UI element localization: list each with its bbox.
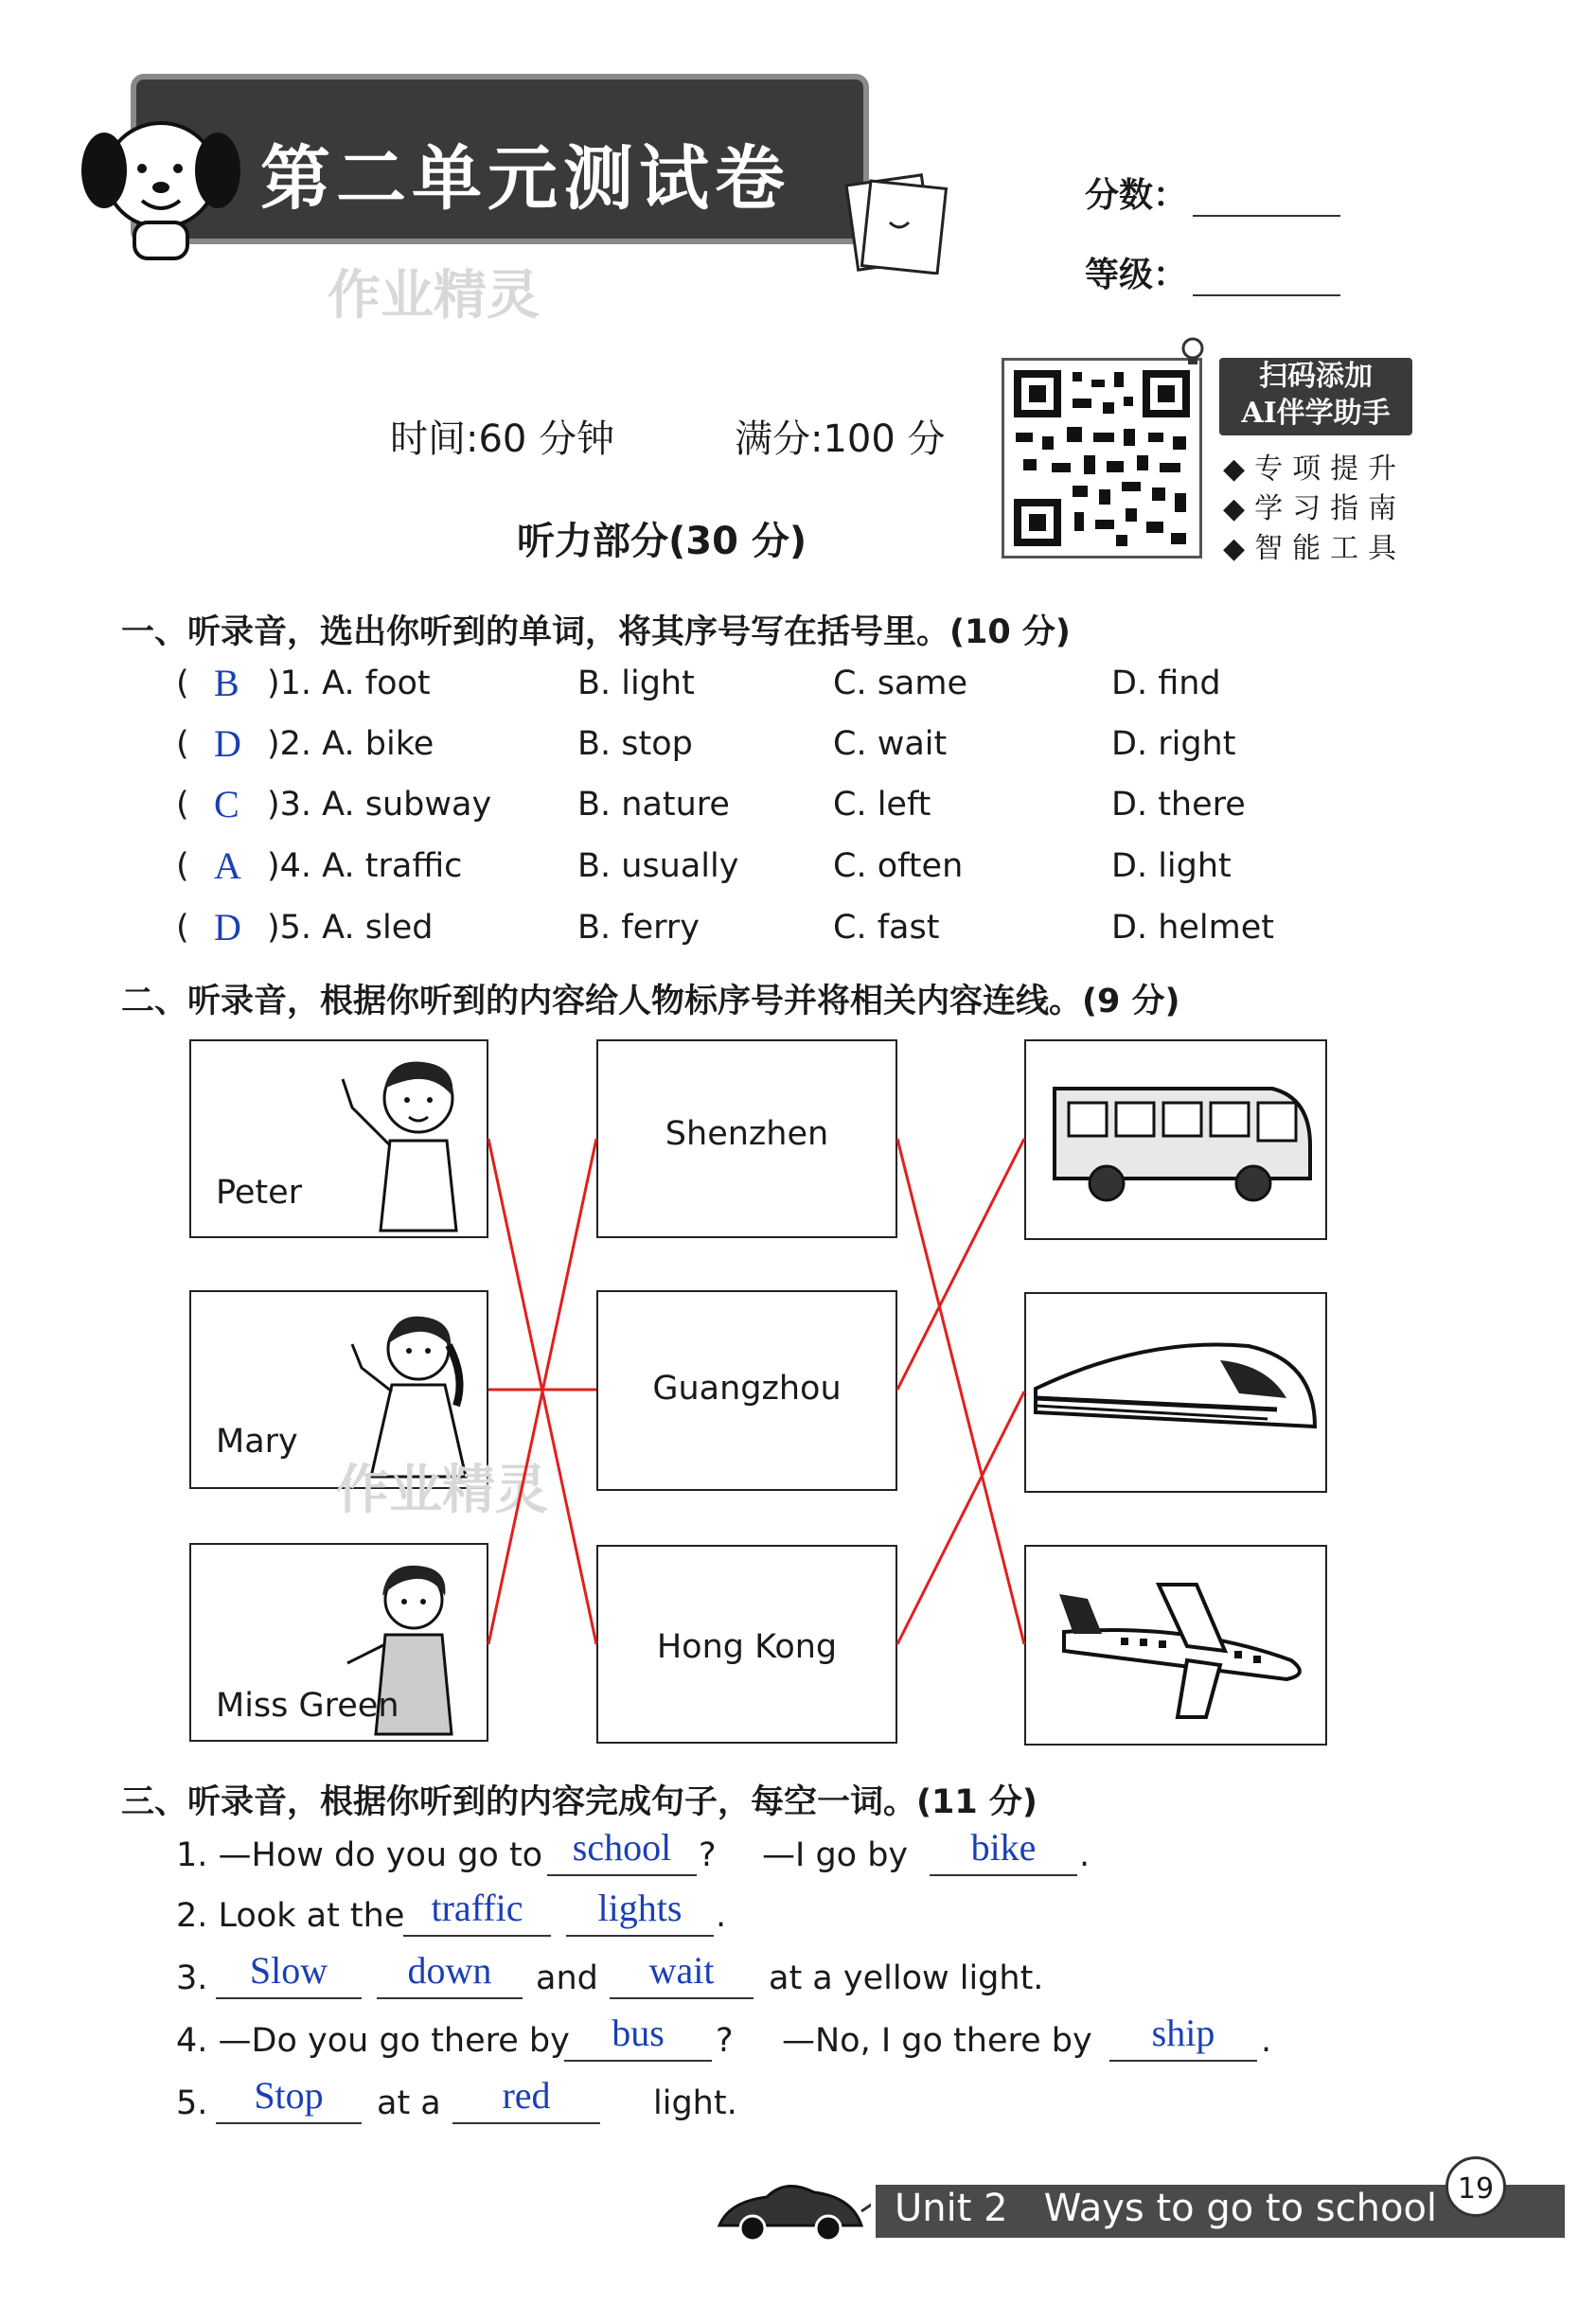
option-a: )4. A. traffic (267, 847, 463, 885)
sentence-4-part: 4. —Do you go there by (176, 2022, 570, 2060)
page-number: 19 (1445, 2156, 1506, 2217)
sentence-1-part: ? (699, 1836, 717, 1874)
option-c: C. often (833, 847, 964, 885)
qr-feature-1: ◆专项提升 (1223, 452, 1407, 486)
option-b: B. ferry (577, 909, 700, 947)
question-row: ( D )5. A. sled B. ferry C. fast D. helmet (176, 906, 1274, 948)
qr-tag-line1: 扫码添加 (1259, 360, 1373, 393)
blank-line[interactable] (610, 1997, 754, 1999)
option-b: B. stop (577, 725, 693, 763)
line-hongkong-train (897, 1391, 1024, 1644)
option-d: D. right (1111, 725, 1236, 763)
question-row: ( C )3. A. subway B. nature C. left D. there (176, 783, 1246, 825)
option-d: D. light (1111, 847, 1232, 885)
option-c: C. left (833, 786, 931, 824)
option-d: D. there (1111, 786, 1246, 824)
answer-blank[interactable]: D (214, 722, 241, 765)
section3-title: 三、听录音，根据你听到的内容完成句子，每空一词。(11 分) (121, 1783, 1037, 1821)
qr-tag-line2: AI伴学助手 (1241, 397, 1391, 430)
line-guangzhou-bus (897, 1139, 1024, 1390)
blank-answer: bike (970, 1826, 1037, 1869)
option-d: D. find (1111, 665, 1221, 702)
city-name: Guangzhou (652, 1370, 842, 1408)
watermark-top: 作业精灵 (328, 264, 540, 327)
blank-line[interactable] (1109, 2060, 1257, 2062)
full-score-info: 满分:100 分 (735, 417, 946, 461)
option-a: )3. A. subway (267, 786, 492, 824)
sentence-4-part: —No, I go there by (782, 2022, 1092, 2060)
option-b: B. light (577, 665, 695, 702)
blank-line[interactable] (566, 1935, 714, 1937)
blank-line[interactable] (403, 1935, 551, 1937)
sentence-5-part: at a (377, 2084, 441, 2122)
answer-blank[interactable]: C (214, 783, 239, 825)
sentence-3-part: 3. (176, 1959, 208, 1997)
option-a: )5. A. sled (267, 909, 434, 947)
blank-line[interactable] (216, 1997, 362, 1999)
blank-line[interactable] (377, 1997, 523, 1999)
blank-answer: lights (597, 1887, 683, 1929)
blank-answer: wait (648, 1949, 715, 1992)
qr-feature-3: ◆智能工具 (1223, 532, 1407, 565)
question-row: ( D )2. A. bike B. stop C. wait D. right (176, 722, 1236, 765)
test-title: 第二单元测试卷 (260, 138, 790, 220)
blank-answer: traffic (431, 1887, 523, 1929)
sentence-1-part: —I go by (762, 1836, 909, 1874)
blank-line[interactable] (547, 1874, 697, 1876)
blank-answer: Stop (254, 2074, 324, 2117)
watermark-middle: 作业精灵 (336, 1459, 548, 1521)
sentence-4-part: ? (716, 2022, 734, 2060)
qr-feature-2: ◆学习指南 (1223, 492, 1407, 525)
person-name: Peter (216, 1174, 303, 1212)
sentence-1-part: . (1079, 1836, 1091, 1874)
blank-answer: down (407, 1949, 492, 1992)
city-name: Hong Kong (656, 1628, 838, 1666)
blank-line[interactable] (216, 2122, 362, 2124)
option-a: )2. A. bike (267, 725, 434, 763)
option-c: C. same (833, 665, 967, 702)
line-shenzhen-plane (897, 1139, 1024, 1644)
section1-title: 一、听录音，选出你听到的单词，将其序号写在括号里。(10 分) (121, 613, 1071, 651)
score-label: 分数： (1085, 176, 1188, 215)
footer-unit: Unit 2 (895, 2187, 1008, 2230)
question-row: ( B )1. A. foot B. light C. same D. find (176, 662, 1221, 704)
sentence-3-part: at a yellow light. (769, 1959, 1044, 1997)
option-d: D. helmet (1111, 909, 1274, 947)
footer-unit-title (895, 2187, 1437, 2230)
footer-title: Ways to go to school (1043, 2187, 1438, 2230)
blank-answer: Slow (249, 1949, 328, 1992)
city-name: Shenzhen (665, 1115, 829, 1153)
sentence-5-part: light. (653, 2084, 737, 2122)
person-name: Miss Green (216, 1687, 399, 1725)
sentence-4-part: . (1261, 2022, 1272, 2060)
sentence-2-part: 2. Look at the (176, 1897, 405, 1935)
answer-blank[interactable]: B (214, 662, 239, 704)
grade-label: 等级： (1085, 256, 1188, 294)
answer-blank[interactable]: D (214, 906, 241, 948)
time-info: 时间:60 分钟 (390, 417, 615, 461)
section2-title: 二、听录音，根据你听到的内容给人物标序号并将相关内容连线。(9 分) (121, 983, 1180, 1020)
person-name: Mary (216, 1423, 298, 1461)
blank-line[interactable] (564, 2060, 712, 2062)
blank-answer: bus (612, 2012, 665, 2054)
blank-answer: red (502, 2074, 551, 2117)
listening-part-heading: 听力部分(30 分) (517, 520, 807, 563)
blank-answer: ship (1151, 2012, 1215, 2054)
option-b: B. usually (577, 847, 739, 885)
option-c: C. wait (833, 725, 948, 763)
blank-line[interactable] (452, 2122, 600, 2124)
car-icon (710, 2173, 871, 2249)
question-row: ( A )4. A. traffic B. usually C. often D. light (176, 844, 1232, 887)
sentence-2-part: . (716, 1897, 727, 1935)
blank-answer: school (572, 1826, 672, 1869)
sentence-1-part: 1. —How do you go to (176, 1836, 543, 1874)
sentence-3-part: and (536, 1959, 598, 1997)
sentence-5-part: 5. (176, 2084, 208, 2122)
option-a: )1. A. foot (267, 665, 431, 702)
option-c: C. fast (833, 909, 940, 947)
option-b: B. nature (577, 786, 730, 824)
answer-blank[interactable]: A (214, 844, 241, 887)
blank-line[interactable] (930, 1874, 1077, 1876)
